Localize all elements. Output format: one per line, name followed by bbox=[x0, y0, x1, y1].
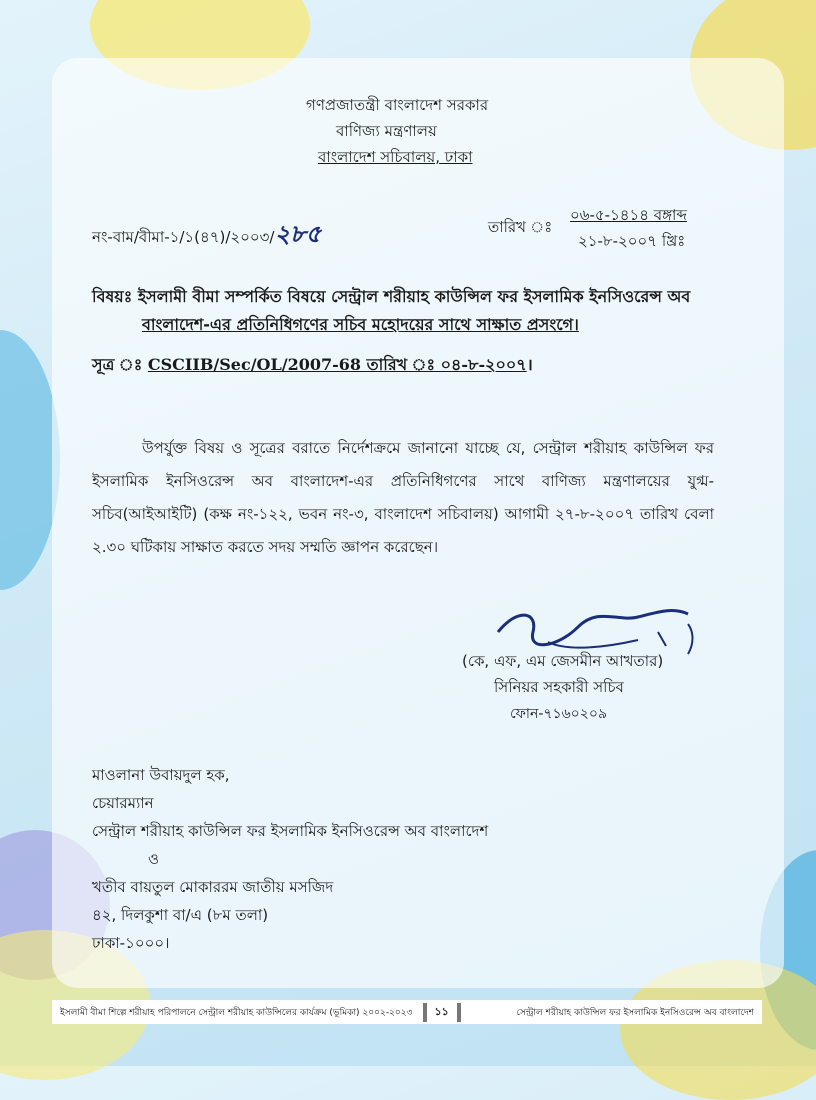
reference-date: তারিখ ঃ ০৪-৮-২০০৭ bbox=[366, 355, 527, 374]
subject-line-2: বাংলাদেশ-এর প্রতিনিধিগণের সচিব মহোদয়ের সাথে সাক্ষাত প্রসংগে। bbox=[142, 315, 579, 334]
signatory-title: সিনিয়র সহকারী সচিব bbox=[494, 678, 624, 696]
reference-line bbox=[92, 352, 533, 379]
recipient-organization: সেন্ট্রাল শরীয়াহ কাউন্সিল ফর ইসলামিক ইনসিওরেন্স অব বাংলাদেশ bbox=[92, 822, 489, 840]
date-label: তারিখ ঃ bbox=[488, 218, 553, 236]
secretariat-title: বাংলাদেশ সচিবালয়, ঢাকা bbox=[318, 148, 473, 166]
signatory-phone: ফোন-৭১৬০২০৯ bbox=[510, 706, 608, 722]
recipient-role: চেয়ারম্যান bbox=[92, 794, 154, 812]
recipient-mosque: খতীব বায়তুল মোকাররম জাতীয় মসজিদ bbox=[92, 878, 334, 896]
recipient-and: ও bbox=[148, 850, 160, 868]
recipient-name: মাওলানা উবায়দুল হক, bbox=[92, 766, 230, 784]
date-bengali: ০৬-৫-১৪১৪ বঙ্গাব্দ bbox=[570, 206, 687, 224]
government-title: গণপ্রজাতন্ত্রী বাংলাদেশ সরকার bbox=[306, 96, 489, 114]
recipient-city: ঢাকা-১০০০। bbox=[92, 934, 170, 952]
page-number: ১১ bbox=[423, 1003, 461, 1022]
recipient-address: ৪২, দিলকুশা বা/এ (৮ম তলা) bbox=[92, 906, 269, 924]
background-blue-circle-left bbox=[0, 330, 60, 590]
signatory-name: (কে, এফ, এম জেসমীন আখতার) bbox=[462, 652, 664, 670]
reference-code bbox=[148, 355, 527, 374]
memo-number-handwritten: ২৮৫ bbox=[274, 219, 322, 248]
body-paragraph bbox=[92, 432, 714, 564]
date-gregorian: ২১-৮-২০০৭ খ্রিঃ bbox=[578, 232, 686, 250]
footer-book-title: ইসলামী বীমা শিল্পে শরীয়াহ পরিপালনে সেন্ট্রাল শরীয়াহ কাউন্সিলের কার্যক্রম (ভূমিকা) ২০০২-২০২৩ bbox=[60, 1007, 413, 1018]
memo-number-text: নং-বাম/বীমা-১/১(৪৭)/২০০৩/ bbox=[92, 228, 275, 246]
reference-label: সূত্র ঃ bbox=[92, 355, 143, 374]
subject-line-1: বিষয়ঃ ইসলামী বীমা সম্পর্কিত বিষয়ে সেন্ট্রাল শরীয়াহ কাউন্সিল ফর ইসলামিক ইনসিওরেন্স অব bbox=[92, 287, 691, 306]
reference-end: । bbox=[526, 355, 533, 374]
body-text: উপর্যুক্ত বিষয় ও সূত্রের বরাতে নির্দেশক্রমে জানানো যাচ্ছে যে, সেন্ট্রাল শরীয়াহ কাউন্সিল ফর ইসলামিক ইনসিওরেন্স অব বাংলাদেশ-এর প্রতিনিধিগণের সাথে বাণিজ্য মন্ত্রণালয়ের যুগ্ম-সচিব(আইআইটি) (কক্ষ নং-১২২, ভবন নং-৩, বাংলাদেশ সচিবালয়) আগামী ২৭-৮-২০০৭ তারিখ বেলা ২.৩০ ঘটিকায় সাক্ষাত করতে সদয় সম্মতি জ্ঞাপন করেছেন। bbox=[92, 439, 714, 556]
ministry-title: বাণিজ্য মন্ত্রণালয় bbox=[336, 122, 437, 140]
reference-number: CSCIIB/Sec/OL/2007-68 bbox=[147, 355, 362, 374]
page-footer bbox=[52, 1000, 762, 1024]
memo-number bbox=[92, 216, 321, 256]
footer-organization: সেন্ট্রাল শরীয়াহ কাউন্সিল ফর ইসলামিক ইনসিওরেন্স অব বাংলাদেশ bbox=[516, 1007, 754, 1018]
